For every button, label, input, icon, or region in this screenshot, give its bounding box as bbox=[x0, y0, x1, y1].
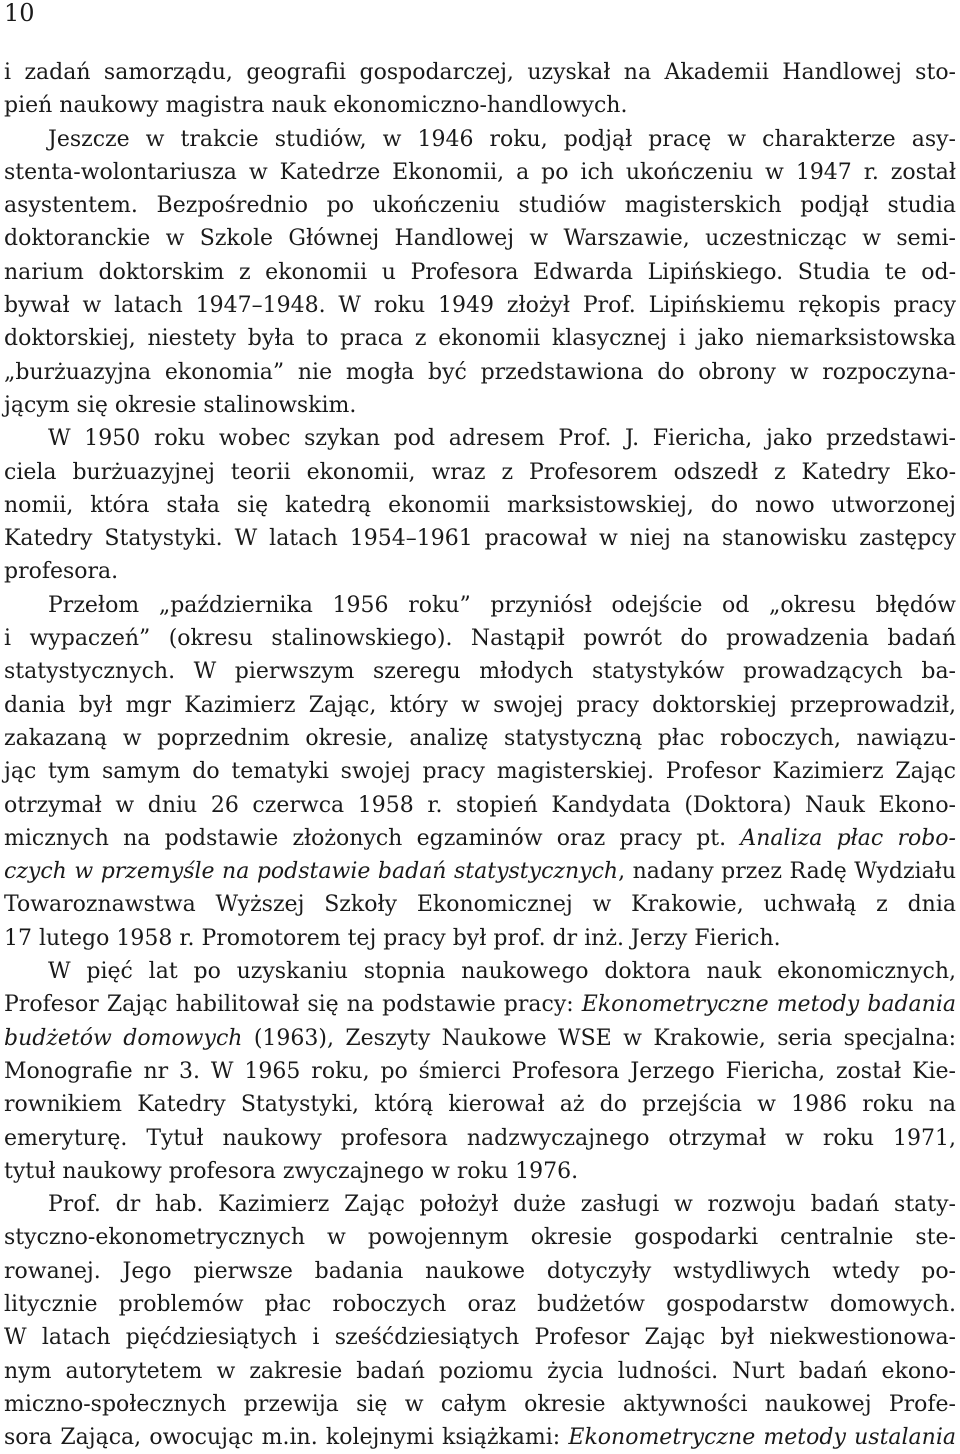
text-run: bywał w latach 1947–1948. W roku 1949 złożył Prof. Lipińskiemu rękopis pracy bbox=[4, 293, 956, 319]
text-line bbox=[4, 1155, 956, 1188]
text-run: , nadany przez Radę Wydziału bbox=[618, 859, 956, 885]
text-line bbox=[4, 555, 956, 588]
text-run: otrzymał w dniu 26 czerwca 1958 r. stopień Kandydata (Doktora) Nauk Ekono- bbox=[4, 792, 956, 818]
text-line bbox=[4, 722, 956, 755]
text-run: pień naukowy magistra nauk ekonomiczno-handlowych. bbox=[4, 93, 628, 119]
italic-text-run: budżetów domowych bbox=[4, 1025, 243, 1051]
text-run: jąc tym samym do tematyki swojej pracy magisterskiej. Profesor Kazimierz Zając bbox=[4, 759, 956, 785]
text-run: W latach pięćdziesiątych i sześćdziesiątych Profesor Zając był niekwestionowa- bbox=[4, 1325, 956, 1351]
italic-text-run: Ekonometryczne metody ustalania bbox=[568, 1425, 956, 1451]
text-line bbox=[4, 1255, 956, 1288]
text-line bbox=[4, 522, 956, 555]
text-line bbox=[4, 955, 956, 988]
italic-text-run: czych w przemyśle na podstawie badań statystycznych bbox=[4, 859, 619, 885]
text-line bbox=[4, 156, 956, 189]
text-line bbox=[4, 1221, 956, 1254]
text-line bbox=[4, 389, 956, 422]
text-run: emeryturę. Tytuł naukowy profesora nadzwyczajnego otrzymał w roku 1971, bbox=[4, 1125, 956, 1151]
text-line bbox=[4, 822, 956, 855]
text-run: tytuł naukowy profesora zwyczajnego w roku 1976. bbox=[4, 1158, 579, 1184]
text-line bbox=[4, 123, 956, 156]
text-line bbox=[4, 422, 956, 455]
text-line bbox=[4, 1022, 956, 1055]
text-line bbox=[4, 189, 956, 222]
text-run: stenta-wolontariusza w Katedrze Ekonomii, a po ich ukończeniu w 1947 r. został bbox=[4, 159, 956, 185]
text-run: Przełom „października 1956 roku” przyniósł odejście od „okresu błędów bbox=[48, 592, 956, 618]
text-line bbox=[4, 855, 956, 888]
text-line bbox=[4, 622, 956, 655]
text-line bbox=[4, 789, 956, 822]
text-line bbox=[4, 888, 956, 921]
text-run: doktoranckie w Szkole Głównej Handlowej w Warszawie, uczestnicząc w semi- bbox=[4, 226, 956, 252]
text-line bbox=[4, 1355, 956, 1388]
text-line bbox=[4, 56, 956, 89]
text-run: nym autorytetem w zakresie badań poziomu życia ludności. Nurt badań ekono- bbox=[4, 1358, 956, 1384]
text-run: rownikiem Katedry Statystyki, którą kierował aż do przejścia w 1986 roku na bbox=[4, 1092, 956, 1118]
text-line bbox=[4, 755, 956, 788]
text-line bbox=[4, 222, 956, 255]
text-line bbox=[4, 1122, 956, 1155]
text-line bbox=[4, 1088, 956, 1121]
text-line bbox=[4, 489, 956, 522]
text-run: i wypaczeń” (okresu stalinowskiego). Nastąpił powrót do prowadzenia badań bbox=[4, 626, 956, 652]
text-run: nomii, która stała się katedrą ekonomii marksistowskiej, do nowo utworzonej bbox=[4, 492, 956, 518]
text-run: (1963), Zeszyty Naukowe WSE w Krakowie, seria specjalna: bbox=[242, 1025, 956, 1051]
text-run: sora Zająca, owocując m.in. kolejnymi książkami: bbox=[4, 1425, 569, 1451]
text-run: jącym się okresie stalinowskim. bbox=[4, 392, 357, 418]
text-line bbox=[4, 1188, 956, 1221]
text-run: i zadań samorządu, geografii gospodarczej, uzyskał na Akademii Handlowej sto- bbox=[4, 60, 956, 85]
text-run: Katedry Statystyki. W latach 1954–1961 pracował w niej na stanowisku zastępcy bbox=[4, 526, 956, 552]
text-run: zakazaną w poprzednim okresie, analizę statystyczną płac roboczych, nawiązu- bbox=[4, 725, 956, 751]
text-line bbox=[4, 289, 956, 322]
text-run: Jeszcze w trakcie studiów, w 1946 roku, podjął pracę w charakterze asy- bbox=[48, 126, 956, 152]
text-run: Towaroznawstwa Wyższej Szkoły Ekonomicznej w Krakowie, uchwałą z dnia bbox=[4, 892, 956, 918]
text-line bbox=[4, 1288, 956, 1321]
text-run: Monografie nr 3. W 1965 roku, po śmierci Profesora Jerzego Fiericha, został Kie- bbox=[4, 1058, 956, 1084]
text-run: „burżuazyjna ekonomia” nie mogła być przedstawiona do obrony w rozpoczyna- bbox=[4, 359, 956, 385]
text-run: micznych na podstawie złożonych egzaminów oraz pracy pt. bbox=[4, 825, 741, 851]
text-run: narium doktorskim z ekonomii u Profesora Edwarda Lipińskiego. Studia te od- bbox=[4, 259, 956, 285]
text-line bbox=[4, 988, 956, 1021]
italic-text-run: Analiza płac robo- bbox=[740, 825, 956, 851]
text-line bbox=[4, 589, 956, 622]
text-run: asystentem. Bezpośrednio po ukończeniu studiów magisterskich podjął studia bbox=[4, 193, 956, 219]
text-run: litycznie problemów płac roboczych oraz budżetów gospodarstw domowych. bbox=[4, 1291, 956, 1317]
text-line bbox=[4, 922, 956, 955]
text-run: rowanej. Jego pierwsze badania naukowe dotyczyły wstydliwych wtedy po- bbox=[4, 1258, 956, 1284]
text-run: W pięć lat po uzyskaniu stopnia naukowego doktora nauk ekonomicznych, bbox=[48, 959, 956, 985]
text-run: Profesor Zając habilitował się na podstawie pracy: bbox=[4, 992, 582, 1018]
text-line bbox=[4, 1321, 956, 1354]
text-run: statystycznych. W pierwszym szeregu młodych statystyków prowadzących ba- bbox=[4, 659, 956, 685]
text-line bbox=[4, 689, 956, 722]
text-run: miczno-społecznych przewija się w całym okresie aktywności naukowej Profe- bbox=[4, 1391, 956, 1417]
text-line bbox=[4, 1421, 956, 1454]
text-run: ciela burżuazyjnej teorii ekonomii, wraz z Profesorem odszedł z Katedry Eko- bbox=[4, 459, 956, 485]
text-line bbox=[4, 655, 956, 688]
text-line bbox=[4, 1388, 956, 1421]
text-run: Prof. dr hab. Kazimierz Zając położył duże zasługi w rozwoju badań staty- bbox=[48, 1192, 956, 1218]
text-line bbox=[4, 89, 956, 122]
text-run: W 1950 roku wobec szykan pod adresem Prof. J. Fiericha, jako przedstawi- bbox=[48, 426, 956, 452]
page-number: 10 bbox=[4, 0, 35, 27]
italic-text-run: Ekonometryczne metody badania bbox=[581, 992, 956, 1018]
text-run: dania był mgr Kazimierz Zając, który w swojej pracy doktorskiej przeprowadził, bbox=[4, 692, 956, 718]
text-line bbox=[4, 456, 956, 489]
text-run: styczno-ekonometrycznych w powojennym okresie gospodarki centralnie ste- bbox=[4, 1225, 956, 1251]
text-run: profesora. bbox=[4, 559, 119, 585]
text-run: 17 lutego 1958 r. Promotorem tej pracy był prof. dr inż. Jerzy Fierich. bbox=[4, 925, 781, 951]
text-run: doktorskiej, niestety była to praca z ekonomii klasycznej i jako niemarksistowska bbox=[4, 326, 956, 352]
text-line bbox=[4, 322, 956, 355]
text-line bbox=[4, 356, 956, 389]
text-line bbox=[4, 1055, 956, 1088]
text-line bbox=[4, 256, 956, 289]
body-text bbox=[4, 56, 956, 1454]
